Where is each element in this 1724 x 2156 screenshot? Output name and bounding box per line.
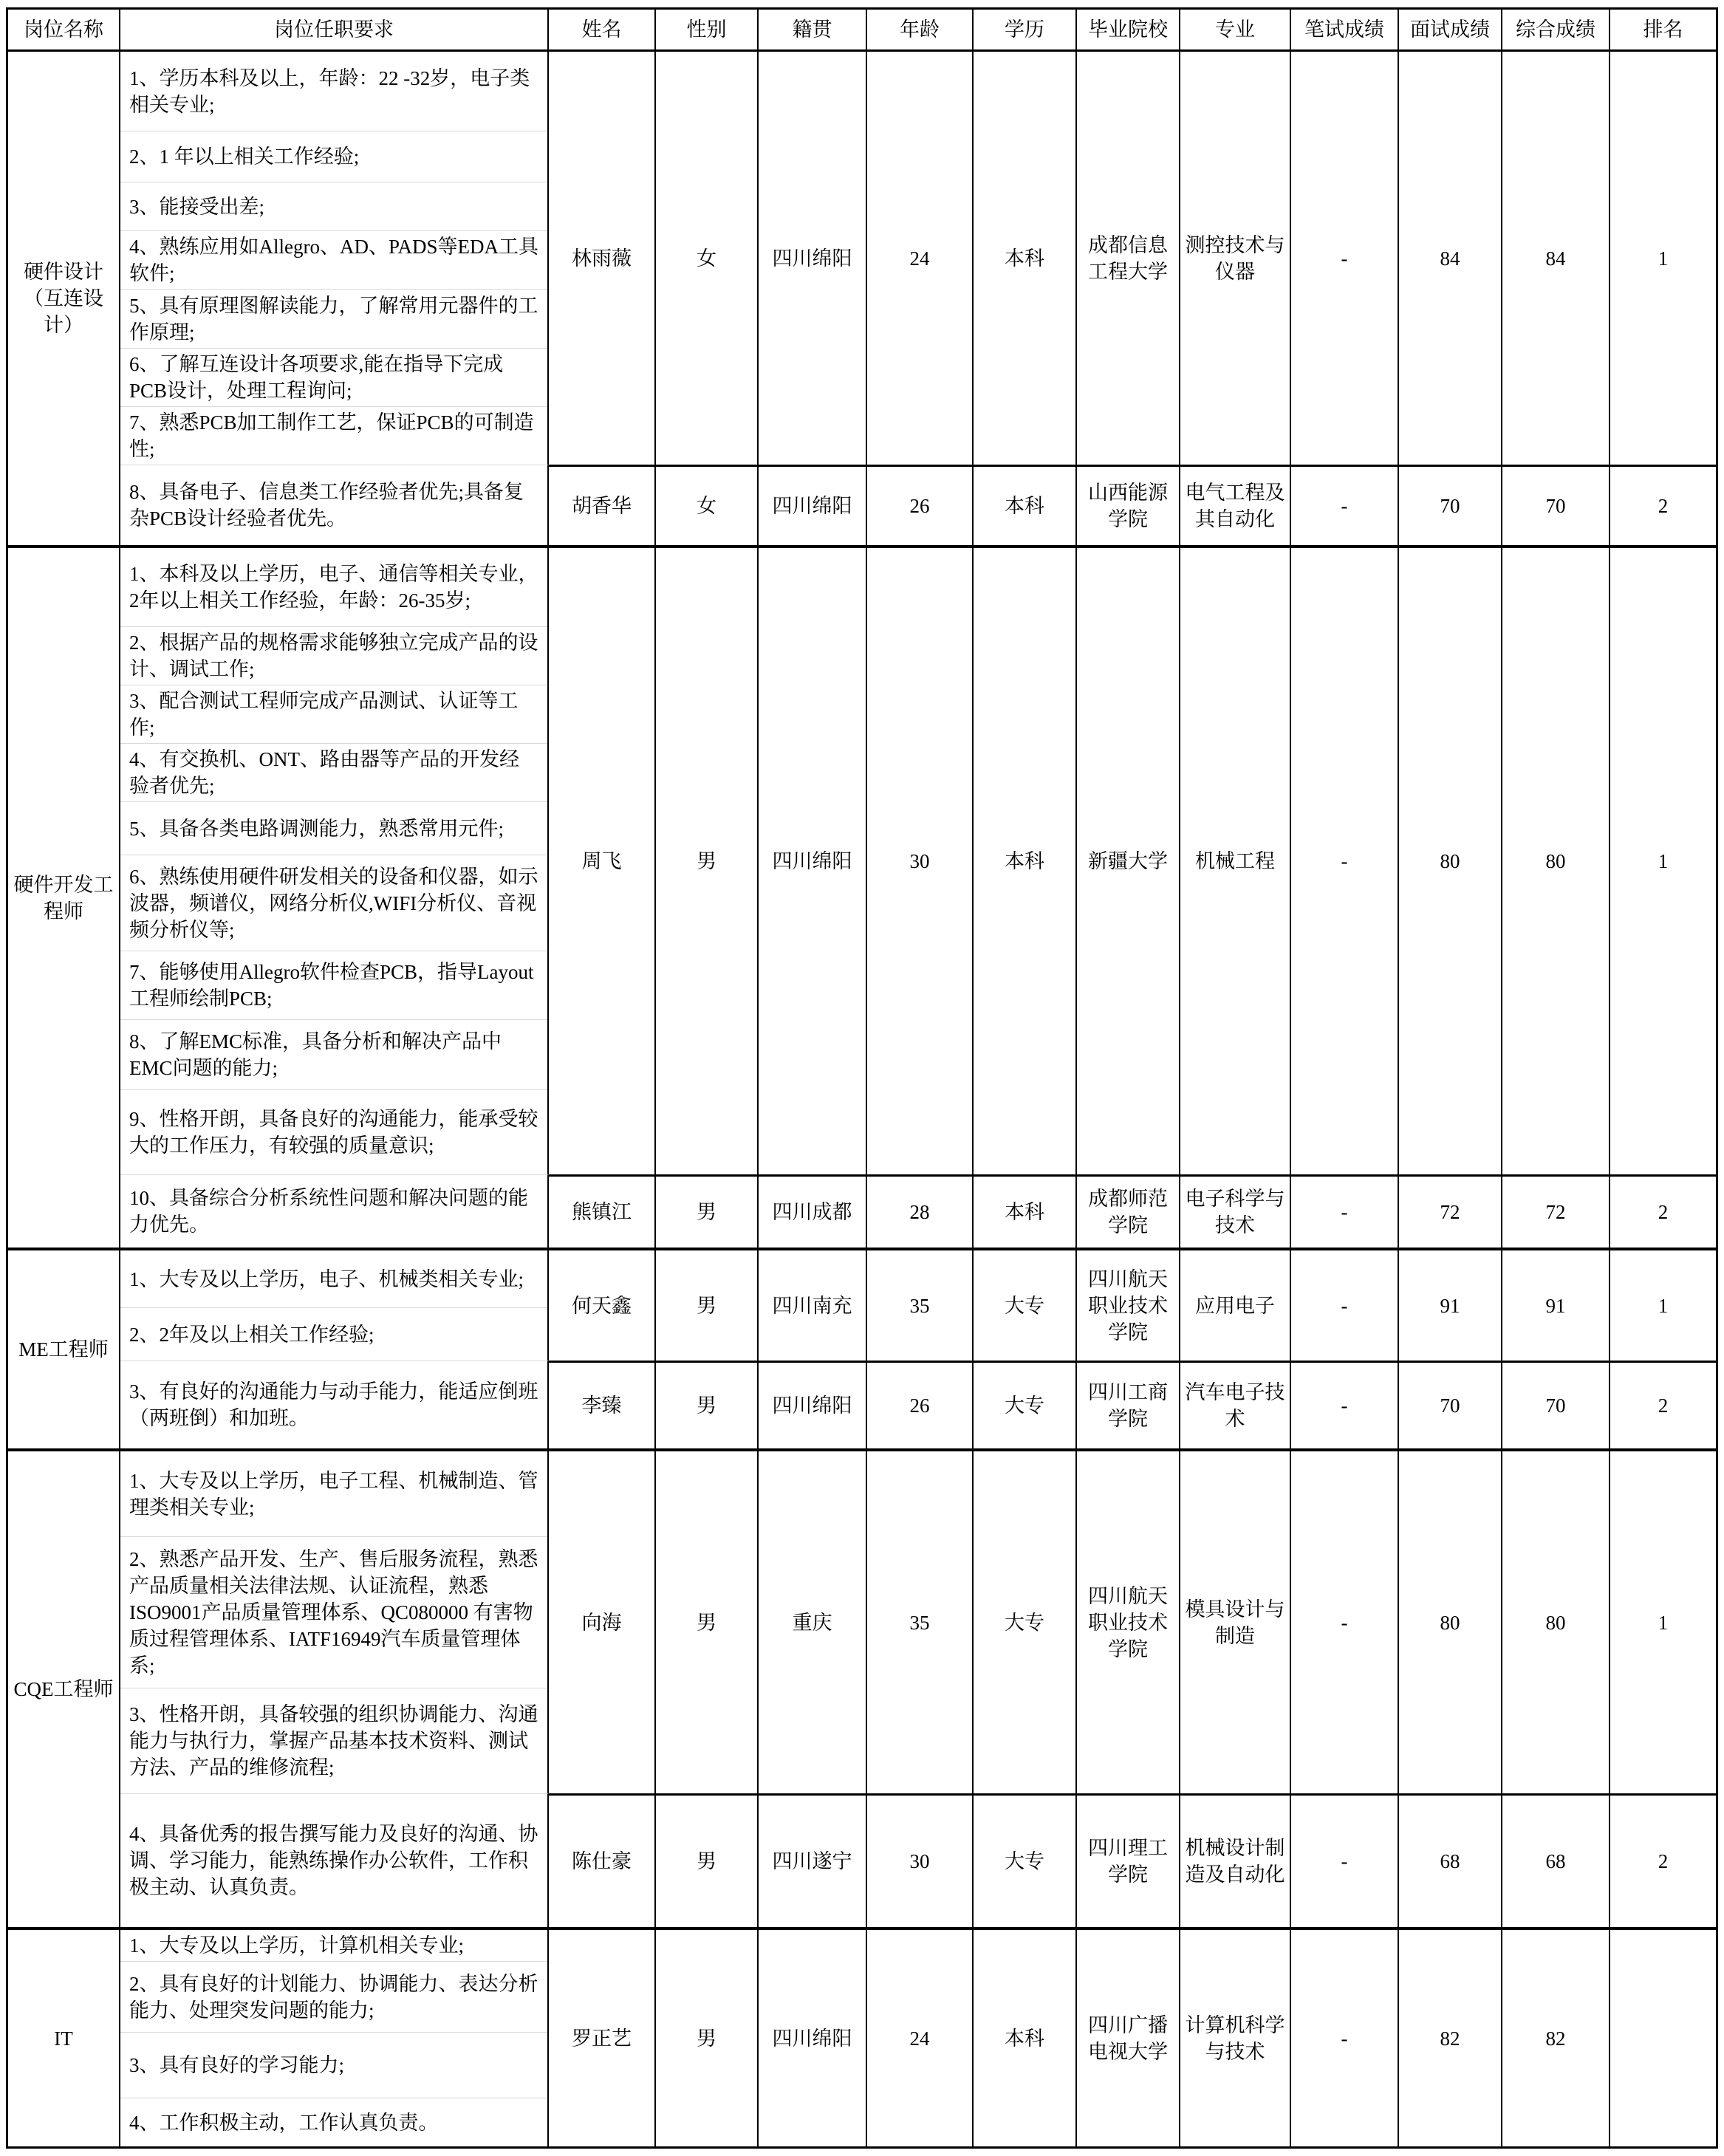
candidate-section <box>120 1250 1716 1361</box>
cell-age: 30 <box>867 1796 974 1927</box>
cell-major: 汽车电子技术 <box>1180 1363 1291 1448</box>
cell-education: 本科 <box>974 1930 1077 2146</box>
cell-rank: 2 <box>1658 495 1669 517</box>
cell-interview-score: 80 <box>1399 548 1502 1174</box>
requirement-item: 3、具有良好的学习能力; <box>120 2032 547 2098</box>
cell-age: 26 <box>867 1363 974 1448</box>
cell-major: 机械设计制造及自动化 <box>1180 1796 1291 1927</box>
cell-interview-score: 72 <box>1399 1177 1502 1248</box>
cell-composite-score: 72 <box>1502 1177 1610 1248</box>
candidate-section <box>120 1930 1716 2146</box>
position-group-me-engineer <box>8 1248 1716 1448</box>
cell-school: 山西能源学院 <box>1077 467 1180 545</box>
position-name: IT <box>8 1930 120 2146</box>
cell-rank <box>1610 1930 1716 2146</box>
cell-education: 大专 <box>974 1250 1077 1361</box>
requirements-list <box>120 1174 549 1248</box>
cell-gender: 女 <box>656 467 759 545</box>
position-name: 硬件设计（互连设计） <box>8 52 120 545</box>
cell-rank: 2 <box>1658 1394 1669 1417</box>
cell-age: 35 <box>867 1250 974 1361</box>
header-name: 姓名 <box>549 10 656 49</box>
cell-education: 本科 <box>974 548 1077 1174</box>
header-written-score: 笔试成绩 <box>1291 10 1399 49</box>
cell-gender: 男 <box>656 548 759 1174</box>
header-position: 岗位名称 <box>8 10 120 49</box>
cell-composite-score: 80 <box>1502 1451 1610 1793</box>
requirement-item: 3、性格开朗，具备较强的组织协调能力、沟通能力与执行力，掌握产品基本技术资料、测试方法、产品的维修流程; <box>120 1688 547 1793</box>
candidate-section <box>120 465 1716 545</box>
cell-native-place: 四川绵阳 <box>759 467 867 545</box>
requirement-item: 8、了解EMC标准，具备分析和解决产品中EMC问题的能力; <box>120 1019 547 1089</box>
table-row <box>549 548 1716 1174</box>
cell-composite-score: 68 <box>1502 1796 1610 1927</box>
candidate-section <box>120 548 1716 1174</box>
requirement-item: 1、大专及以上学历，电子、机械类相关专业; <box>129 1267 524 1290</box>
requirements-list <box>120 465 549 545</box>
cell-interview-score: 80 <box>1399 1451 1502 1793</box>
cell-name: 何天鑫 <box>549 1250 656 1361</box>
cell-name: 林雨薇 <box>549 52 656 465</box>
cell-native-place: 四川绵阳 <box>759 52 867 465</box>
cell-gender: 女 <box>656 52 759 465</box>
cell-major: 测控技术与仪器 <box>1180 52 1291 465</box>
cell-name: 向海 <box>549 1451 656 1793</box>
cell-gender: 男 <box>656 1363 759 1448</box>
table-row <box>549 52 1716 465</box>
cell-written-score: - <box>1291 52 1399 465</box>
table-row <box>549 465 1716 545</box>
cell-composite-score: 80 <box>1502 548 1610 1174</box>
candidate-section <box>120 52 1716 465</box>
cell-school: 成都信息工程大学 <box>1077 52 1180 465</box>
cell-name: 陈仕豪 <box>549 1796 656 1927</box>
requirement-item: 1、大专及以上学历，计算机相关专业; <box>129 1934 465 1957</box>
cell-written-score: - <box>1291 1451 1399 1793</box>
header-major: 专业 <box>1180 10 1291 49</box>
cell-age: 28 <box>867 1177 974 1248</box>
cell-school: 四川航天职业技术学院 <box>1077 1451 1180 1793</box>
header-composite-score: 综合成绩 <box>1502 10 1610 49</box>
cell-age: 26 <box>867 467 974 545</box>
cell-written-score: - <box>1291 1250 1399 1361</box>
cell-major: 电子科学与技术 <box>1180 1177 1291 1248</box>
cell-gender: 男 <box>656 1796 759 1927</box>
cell-native-place: 四川成都 <box>759 1177 867 1248</box>
requirements-list <box>120 52 549 465</box>
candidate-section <box>120 1174 1716 1248</box>
candidate-section <box>120 1451 1716 1793</box>
cell-rank: 2 <box>1658 1201 1669 1223</box>
cell-education: 本科 <box>974 1177 1077 1248</box>
header-rank: 排名 <box>1643 18 1683 41</box>
position-name: ME工程师 <box>8 1250 120 1448</box>
cell-composite-score: 84 <box>1502 52 1610 465</box>
cell-education: 大专 <box>974 1451 1077 1793</box>
requirements-list <box>120 1361 549 1448</box>
cell-composite-score: 82 <box>1502 1930 1610 2146</box>
requirement-item: 2、1 年以上相关工作经验; <box>120 131 547 182</box>
cell-written-score: - <box>1291 1177 1399 1248</box>
position-group-it <box>8 1927 1716 2146</box>
cell-major: 机械工程 <box>1180 548 1291 1174</box>
position-name: CQE工程师 <box>8 1451 120 1927</box>
cell-school: 成都师范学院 <box>1077 1177 1180 1248</box>
position-name: 硬件开发工程师 <box>8 548 120 1248</box>
table-row <box>549 1250 1716 1361</box>
cell-native-place: 四川绵阳 <box>759 548 867 1174</box>
cell-interview-score: 91 <box>1399 1250 1502 1361</box>
requirement-item: 5、具有原理图解读能力，了解常用元器件的工作原理; <box>120 289 547 348</box>
requirements-list <box>120 1930 549 2146</box>
cell-education: 大专 <box>974 1363 1077 1448</box>
requirement-item: 8、具备电子、信息类工作经验者优先;具备复杂PCB设计经验者优先。 <box>129 481 524 530</box>
cell-composite-score: 70 <box>1502 467 1610 545</box>
cell-age: 24 <box>867 52 974 465</box>
requirement-item: 1、本科及以上学历，电子、通信等相关专业，2年以上相关工作经验，年龄：26-35岁; <box>129 563 538 612</box>
table-row <box>549 1361 1716 1448</box>
cell-interview-score: 84 <box>1399 52 1502 465</box>
requirement-item: 10、具备综合分析系统性问题和解决问题的能力优先。 <box>129 1187 528 1236</box>
cell-gender: 男 <box>656 1451 759 1793</box>
cell-age: 30 <box>867 548 974 1174</box>
cell-name: 周飞 <box>549 548 656 1174</box>
requirement-item: 7、熟悉PCB加工制作工艺，保证PCB的可制造性; <box>120 406 547 465</box>
cell-major: 电气工程及其自动化 <box>1180 467 1291 545</box>
cell-name: 胡香华 <box>549 467 656 545</box>
requirement-item: 3、配合测试工程师完成产品测试、认证等工作; <box>120 685 547 743</box>
table-header-row <box>8 10 1716 52</box>
cell-native-place: 四川遂宁 <box>759 1796 867 1927</box>
position-group-hardware-dev-engineer <box>8 545 1716 1248</box>
cell-rank: 1 <box>1658 1611 1669 1634</box>
requirement-item: 4、熟练应用如Allegro、AD、PADS等EDA工具软件; <box>120 230 547 289</box>
cell-education: 大专 <box>974 1796 1077 1927</box>
cell-interview-score: 70 <box>1399 1363 1502 1448</box>
cell-interview-score: 68 <box>1399 1796 1502 1927</box>
cell-school: 四川广播电视大学 <box>1077 1930 1180 2146</box>
requirements-list <box>120 548 549 1174</box>
header-education: 学历 <box>974 10 1077 49</box>
cell-gender: 男 <box>656 1250 759 1361</box>
requirements-list <box>120 1793 549 1927</box>
cell-written-score: - <box>1291 1796 1399 1927</box>
cell-gender: 男 <box>656 1930 759 2146</box>
requirement-item: 9、性格开朗，具备良好的沟通能力，能承受较大的工作压力，有较强的质量意识; <box>120 1089 547 1174</box>
cell-gender: 男 <box>656 1177 759 1248</box>
cell-written-score: - <box>1291 548 1399 1174</box>
cell-age: 24 <box>867 1930 974 2146</box>
requirement-item: 4、工作积极主动，工作认真负责。 <box>120 2098 547 2146</box>
requirement-item: 3、有良好的沟通能力与动手能力，能适应倒班（两班倒）和加班。 <box>129 1380 538 1429</box>
cell-native-place: 四川绵阳 <box>759 1363 867 1448</box>
cell-school: 四川航天职业技术学院 <box>1077 1250 1180 1361</box>
requirement-item: 2、熟悉产品开发、生产、售后服务流程，熟悉产品质量相关法律法规、认证流程，熟悉ISO9001产品质量管理体系、QC080000 有害物质过程管理体系、IATF16949汽车质量管理体系; <box>120 1536 547 1688</box>
requirement-item: 4、有交换机、ONT、路由器等产品的开发经验者优先; <box>120 743 547 801</box>
cell-native-place: 四川南充 <box>759 1250 867 1361</box>
position-group-hardware-design <box>8 52 1716 545</box>
candidate-section <box>120 1793 1716 1927</box>
requirement-item: 5、具备各类电路调测能力，熟悉常用元件; <box>120 801 547 855</box>
requirements-list <box>120 1451 549 1793</box>
requirement-item: 1、学历本科及以上，年龄：22 -32岁，电子类相关专业; <box>129 66 530 116</box>
cell-major: 模具设计与制造 <box>1180 1451 1291 1793</box>
cell-native-place: 四川绵阳 <box>759 1930 867 2146</box>
cell-composite-score: 91 <box>1502 1250 1610 1361</box>
cell-school: 新疆大学 <box>1077 548 1180 1174</box>
requirement-item: 6、了解互连设计各项要求,能在指导下完成PCB设计，处理工程询问; <box>120 348 547 406</box>
cell-composite-score: 70 <box>1502 1363 1610 1448</box>
table-row <box>549 1174 1716 1248</box>
cell-written-score: - <box>1291 1363 1399 1448</box>
cell-education: 本科 <box>974 467 1077 545</box>
header-interview-score: 面试成绩 <box>1399 10 1502 49</box>
cell-name: 罗正艺 <box>549 1930 656 2146</box>
cell-interview-score: 82 <box>1399 1930 1502 2146</box>
table-row <box>549 1930 1716 2146</box>
cell-rank: 1 <box>1658 1294 1669 1317</box>
cell-rank: 1 <box>1658 247 1669 270</box>
recruitment-results-table <box>6 7 1718 2149</box>
requirement-item: 6、熟练使用硬件研发相关的设备和仪器，如示波器，频谱仪，网络分析仪,WIFI分析仪、音视频分析仪等; <box>120 855 547 951</box>
requirements-list <box>120 1250 549 1361</box>
table-row <box>549 1451 1716 1793</box>
header-requirements: 岗位任职要求 <box>120 10 549 49</box>
table-row <box>549 1793 1716 1927</box>
cell-interview-score: 70 <box>1399 467 1502 545</box>
cell-school: 四川理工学院 <box>1077 1796 1180 1927</box>
cell-rank: 2 <box>1658 1850 1669 1872</box>
cell-written-score: - <box>1291 467 1399 545</box>
position-group-cqe-engineer <box>8 1448 1716 1927</box>
requirement-item: 2、根据产品的规格需求能够独立完成产品的设计、调试工作; <box>120 626 547 685</box>
candidate-section <box>120 1361 1716 1448</box>
requirement-item: 1、大专及以上学历，电子工程、机械制造、管理类相关专业; <box>129 1469 538 1519</box>
cell-native-place: 重庆 <box>759 1451 867 1793</box>
requirement-item: 7、能够使用Allegro软件检查PCB，指导Layout工程师绘制PCB; <box>120 951 547 1019</box>
requirement-item: 3、能接受出差; <box>120 182 547 230</box>
requirement-item: 2、具有良好的计划能力、协调能力、表达分析能力、处理突发问题的能力; <box>120 1961 547 2032</box>
requirement-item: 4、具备优秀的报告撰写能力及良好的沟通、协调、学习能力，能熟练操作办公软件，工作积极主动、认真负责。 <box>129 1823 538 1898</box>
header-gender: 性别 <box>656 10 759 49</box>
cell-major: 计算机科学与技术 <box>1180 1930 1291 2146</box>
cell-school: 四川工商学院 <box>1077 1363 1180 1448</box>
header-native-place: 籍贯 <box>759 10 867 49</box>
cell-written-score: - <box>1291 1930 1399 2146</box>
cell-major: 应用电子 <box>1180 1250 1291 1361</box>
cell-name: 熊镇江 <box>549 1177 656 1248</box>
cell-rank: 1 <box>1658 850 1669 872</box>
cell-education: 本科 <box>974 52 1077 465</box>
cell-age: 35 <box>867 1451 974 1793</box>
header-school: 毕业院校 <box>1077 10 1180 49</box>
cell-name: 李臻 <box>549 1363 656 1448</box>
header-age: 年龄 <box>867 10 974 49</box>
requirement-item: 2、2年及以上相关工作经验; <box>120 1307 547 1361</box>
